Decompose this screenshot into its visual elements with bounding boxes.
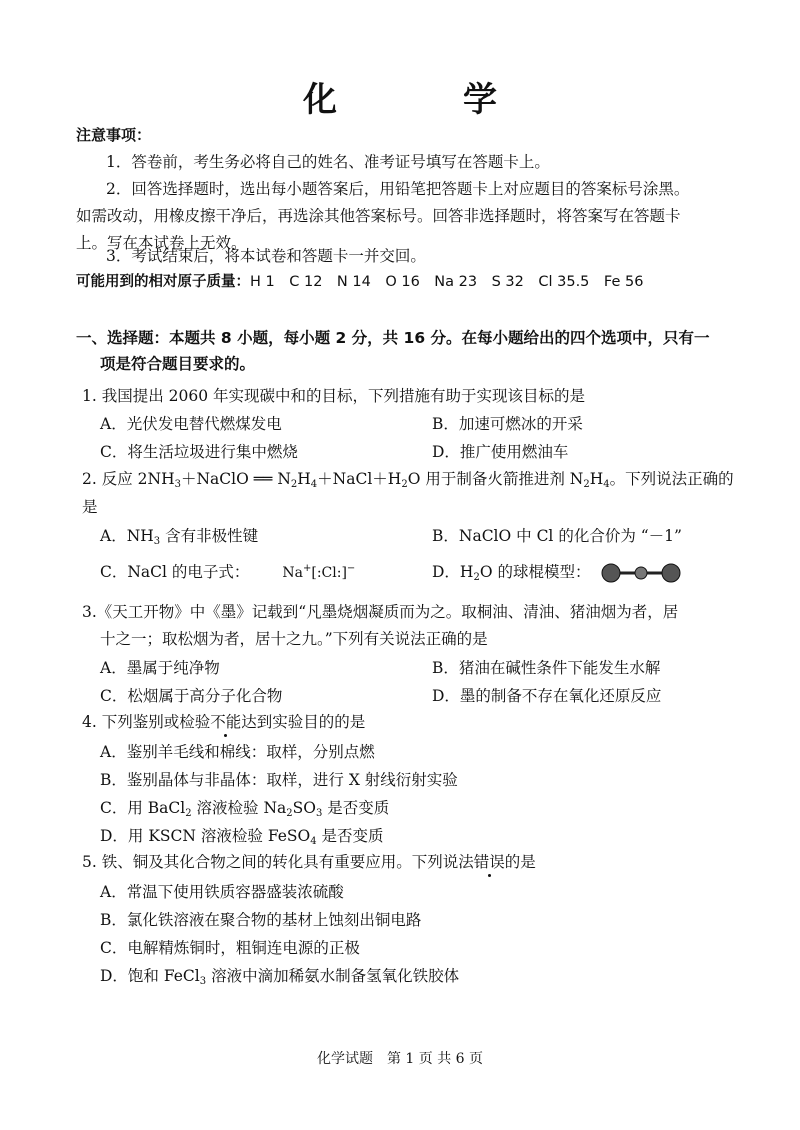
q2-option-c: C．NaCl 的电子式： Na+[:Cl:]− [100, 563, 356, 581]
q2-option-d: D．$H_2O$ 的球棍模型： [432, 560, 681, 584]
q1-option-b: B．加速可燃冰的开采 [432, 415, 583, 433]
notes-heading: 注意事项： [76, 126, 152, 144]
section1-heading: 一、选择题：本题共 8 小题，每小题 2 分，共 16 分。在每小题给出的四个选项中，只有一 [76, 329, 710, 347]
atomic-masses [76, 270, 643, 291]
q3-stem: 3.《天工开物》中《墨》记载到“凡墨烧烟凝质而为之。取桐油、清油、猪油烟为者，居 [82, 603, 679, 621]
q4-option-a: A．鉴别羊毛线和棉线：取样，分别点燃 [100, 743, 375, 761]
q5-stem: 5. 铁、铜及其化合物之间的转化具有重要应用。下列说法错误的是 [82, 853, 536, 871]
q3-option-a: A．墨属于纯净物 [100, 659, 220, 677]
nacl-electron-formula: Na+[:Cl:]− [282, 563, 356, 581]
q2-option-b: B．NaClO 中 Cl 的化合价为 “－1” [432, 527, 682, 545]
note-item-3: 3．考试结束后，将本试卷和答题卡一并交回。 [106, 247, 426, 265]
page-footer: 化学试题 第 1 页 共 6 页 [316, 1051, 484, 1067]
note-item-1: 1．答卷前，考生务必将自己的姓名、准考证号填写在答题卡上。 [106, 153, 550, 171]
atomic-masses-label: 可能用到的相对原子质量： [76, 274, 250, 290]
q1-option-a: A．光伏发电替代燃煤发电 [100, 415, 282, 433]
q5-option-b: B．氯化铁溶液在聚合物的基材上蚀刻出铜电路 [100, 911, 422, 929]
q4-emphasis: 不能 [210, 713, 242, 731]
q4-option-b: B．鉴别晶体与非晶体：取样，进行 X 射线衍射实验 [100, 771, 458, 789]
note-item-2-cont: 如需改动，用橡皮擦干净后，再选涂其他答案标号。回答非选择题时，将答案写在答题卡 [76, 207, 681, 225]
q5-option-d: D．饱和 FeCl$_3$ 溶液中滴加稀氨水制备氢氧化铁胶体 [100, 967, 460, 987]
q5-emphasis: 错误 [473, 853, 505, 871]
q2-option-a: A．$NH_3$ 含有非极性键 [100, 527, 259, 547]
q1-option-d: D．推广使用燃油车 [432, 443, 569, 461]
page-title: 化 学 [303, 80, 543, 120]
note-item-2-end: 上。写在本试卷上无效。 [76, 234, 247, 252]
q3-option-c: C．松烟属于高分子化合物 [100, 687, 283, 705]
q2-stem: 2. 反应 $2NH_3+NaClO$ ══ $N_2H_4+NaCl+H_2O$ 用于制备火箭推进剂 $N_2H_4$。下列说法正确的 [82, 470, 734, 490]
q3-option-d: D．墨的制备不存在氧化还原反应 [432, 687, 662, 705]
note-item-2: 2．回答选择题时，选出每小题答案后，用铅笔把答题卡上对应题目的答案标号涂黑。 [106, 180, 690, 198]
atomic-masses-values: H 1 C 12 N 14 O 16 Na 23 S 32 Cl 35.5 Fe 56 [250, 274, 644, 290]
q3-stem-cont: 十之一；取松烟为者，居十之九。”下列有关说法正确的是 [100, 630, 488, 648]
q1-option-c: C．将生活垃圾进行集中燃烧 [100, 443, 298, 461]
q4-option-c: C．用 BaCl$_2$ 溶液检验 $Na_2SO_3$ 是否变质 [100, 799, 390, 819]
q5-option-c: C．电解精炼铜时，粗铜连电源的正极 [100, 939, 360, 957]
q3-option-b: B．猪油在碱性条件下能发生水解 [432, 659, 661, 677]
q2-stem-cont: 是 [82, 498, 98, 516]
section1-heading-cont: 项是符合题目要求的。 [100, 355, 256, 373]
q1-stem: 1. 我国提出 2060 年实现碳中和的目标，下列措施有助于实现该目标的是 [82, 387, 586, 405]
q4-stem: 4. 下列鉴别或检验不能达到实验目的的是 [82, 713, 366, 731]
q4-option-d: D．用 KSCN 溶液检验 FeSO$_4$ 是否变质 [100, 827, 384, 847]
q5-option-a: A．常温下使用铁质容器盛装浓硫酸 [100, 883, 344, 901]
water-ball-stick-model-icon [601, 562, 681, 584]
